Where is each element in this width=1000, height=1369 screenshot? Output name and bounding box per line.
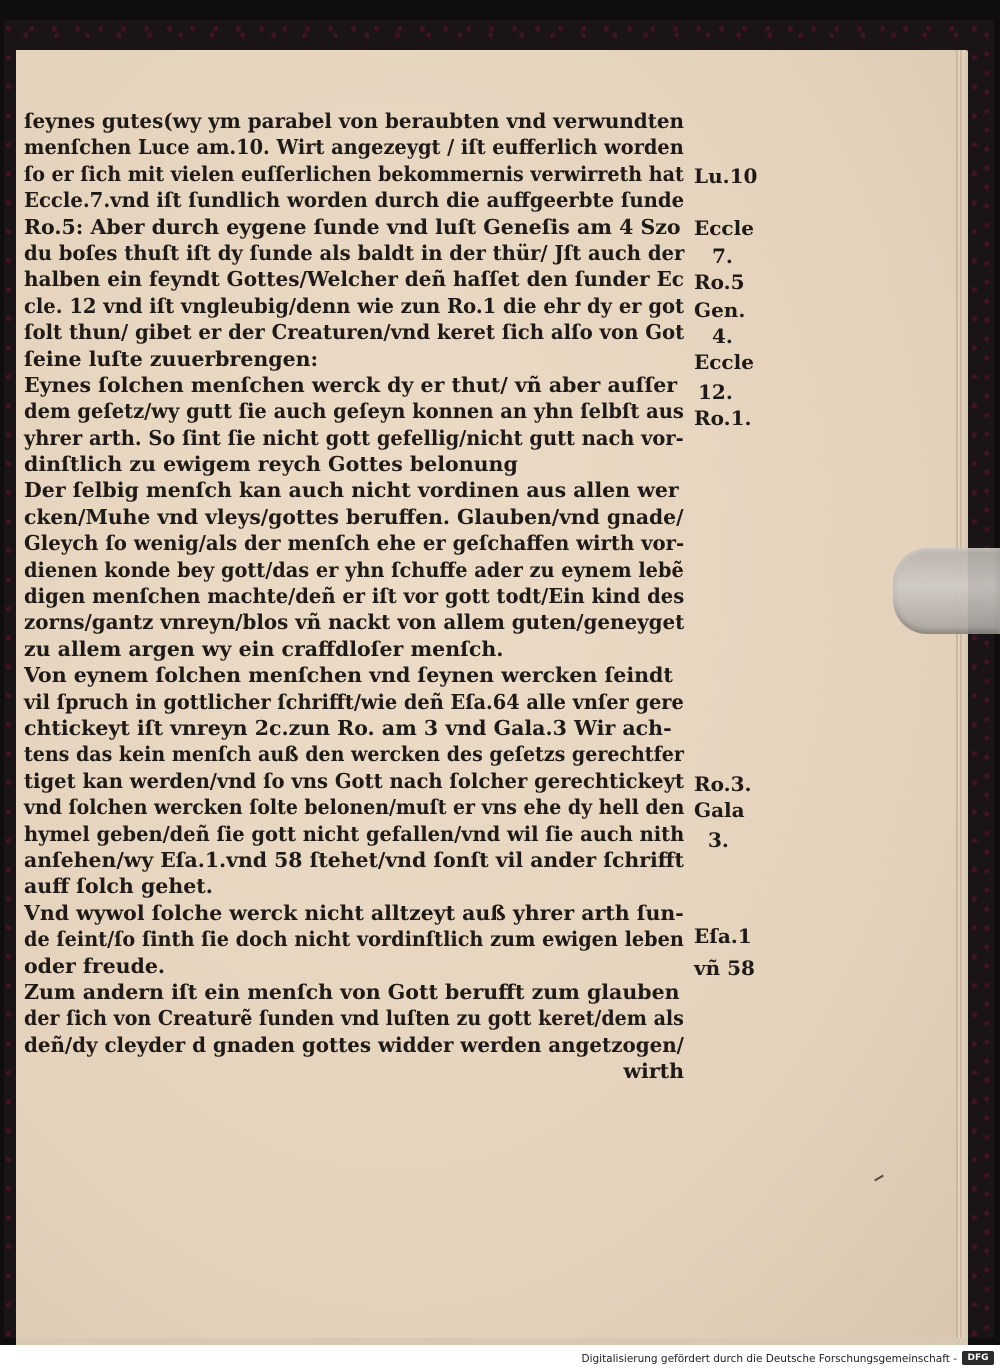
text-line: zorns/gantz vnreyn/blos vñ nackt von allem guten/geneyget	[24, 610, 685, 635]
text-line: Eccle.7.vnd iſt ſundlich worden durch die auffgeerbte ſunde	[24, 188, 685, 213]
text-line: dienen konde bey gott/das er yhn ſchuffe ader zu eynem lebẽ	[24, 557, 684, 582]
margin-note: 4.	[712, 324, 733, 348]
margin-note: Gala	[694, 798, 745, 822]
margin-note: Eccle	[694, 350, 754, 374]
text-line: Von eynem ſolchen menſchen vnd ſeynen wercken ſeindt	[24, 663, 673, 688]
book-page	[16, 50, 956, 1338]
text-line: halben ein feyndt Gottes/Welcher deñ haſſet den ſunder Ec	[24, 267, 684, 292]
dfg-logo-icon: DFG	[962, 1351, 994, 1365]
text-line: hymel geben/deñ ſie gott nicht gefallen/vnd wil ſie auch nith	[24, 821, 685, 846]
text-line: cle. 12 vnd iſt vngleubig/denn wie zun Ro.1 die ehr dy er got	[24, 293, 685, 318]
text-line: Gleych ſo wenig/als der menſch ehe er geſchaffen wirth vor-	[24, 531, 685, 556]
book-cover-board	[4, 20, 994, 1338]
text-line: anſehen/wy Eſa.1.vnd 58 ſtehet/vnd ſonſt vil ander ſchrifft	[24, 847, 684, 872]
margin-note: 12.	[698, 380, 733, 404]
text-line: ſolt thun/ gibet er der Creaturen/vnd keret ſich alſo von Got	[24, 320, 685, 345]
text-line: Zum andern iſt ein menſch von Gott berufft zum glauben	[24, 979, 680, 1004]
text-line: ſeynes gutes(wy ym parabel von beraubten vnd verwundten	[24, 109, 684, 133]
text-line: ſo er ſich mit vielen euſſerlichen bekommernis verwirreth hat	[24, 161, 684, 186]
text-line: chtickeyt iſt vnreyn 2c.zun Ro. am 3 vnd Gala.3 Wir ach-	[24, 715, 672, 740]
text-line: Ro.5: Aber durch eygene ſunde vnd luſt Geneſis am 4 Szo	[24, 214, 681, 239]
text-line: cken/Muhe vnd vleys/gottes beruffen. Glauben/vnd gnade/	[24, 504, 684, 529]
funding-credit: Digitalisierung gefördert durch die Deutsche Forschungsgemeinschaft -	[581, 1353, 957, 1365]
margin-note: Eccle	[694, 216, 754, 240]
text-line: auff ſolch gehet.	[24, 874, 213, 899]
catchword: wirth	[623, 1059, 684, 1084]
page-edges	[16, 50, 968, 1350]
text-line: deñ/dy cleyder d gnaden gottes widder werden angetzogen/	[24, 1032, 684, 1057]
margin-note: Gen.	[694, 298, 746, 322]
margin-note: Ro.5	[694, 270, 745, 294]
text-line: yhrer arth. So ſint ſie nicht gott gefellig/nicht gutt nach vor-	[24, 425, 684, 450]
footer	[0, 1345, 1000, 1369]
margin-note: vñ 58	[694, 956, 755, 980]
margin-note: 3.	[708, 828, 729, 852]
text-line: vnd ſolchen wercken ſolte belonen/muſt er vns ehe dy hell den	[24, 795, 685, 820]
margin-note: Ro.1.	[694, 406, 752, 430]
ink-mark	[874, 1175, 884, 1182]
text-line: der ſich von Creaturẽ ſunden vnd luſten zu gott keret/dem als	[24, 1006, 684, 1031]
text-line: Der ſelbig menſch kan auch nicht vordinen aus allen wer	[24, 478, 679, 503]
text-line: de ſeint/ſo ſinth ſie doch nicht vordinſtlich zum ewigen leben	[24, 927, 684, 952]
text-line: Eynes ſolchen menſchen werck dy er thut/ vñ aber auſſer	[24, 372, 678, 397]
text-line: tens das kein menſch auß den wercken des geſetzs gerechtfer	[24, 742, 684, 767]
page-tab	[893, 548, 1000, 634]
margin-note: Ro.3.	[694, 772, 752, 796]
margin-note: Eſa.1	[694, 924, 752, 948]
text-line: Vnd wywol ſolche werck nicht alltzeyt auß yhrer arth ſun-	[24, 900, 684, 925]
text-line: du boſes thuſt iſt dy ſunde als baldt in der thür/ Jſt auch der	[24, 240, 685, 265]
text-line: oder freude.	[24, 953, 166, 978]
text-line: zu allem argen wy ein craffdloſer menſch.	[24, 636, 504, 661]
main-text-block	[24, 108, 684, 1084]
text-line: dinſtlich zu ewigem reych Gottes belonung	[24, 452, 518, 477]
text-line: digen menſchen machte/deñ er iſt vor gott todt/Ein kind des	[24, 584, 685, 609]
margin-note: 7.	[712, 244, 733, 268]
text-line: tiget kan werden/vnd ſo vns Gott nach ſolcher gerechtickeyt	[24, 768, 685, 793]
text-line: menſchen Luce am.10. Wirt angezeygt / iſt eufferlich worden	[24, 135, 684, 160]
margin-note: Lu.10	[694, 164, 758, 188]
text-line: ſeine luſte zuuerbrengen:	[24, 346, 319, 371]
text-line: vil ſpruch in gottlicher ſchrifft/wie deñ Eſa.64 alle vnſer gere	[24, 689, 684, 714]
text-line: dem geſetz/wy gutt ſie auch geſeyn konnen an yhn ſelbſt aus	[24, 399, 684, 424]
